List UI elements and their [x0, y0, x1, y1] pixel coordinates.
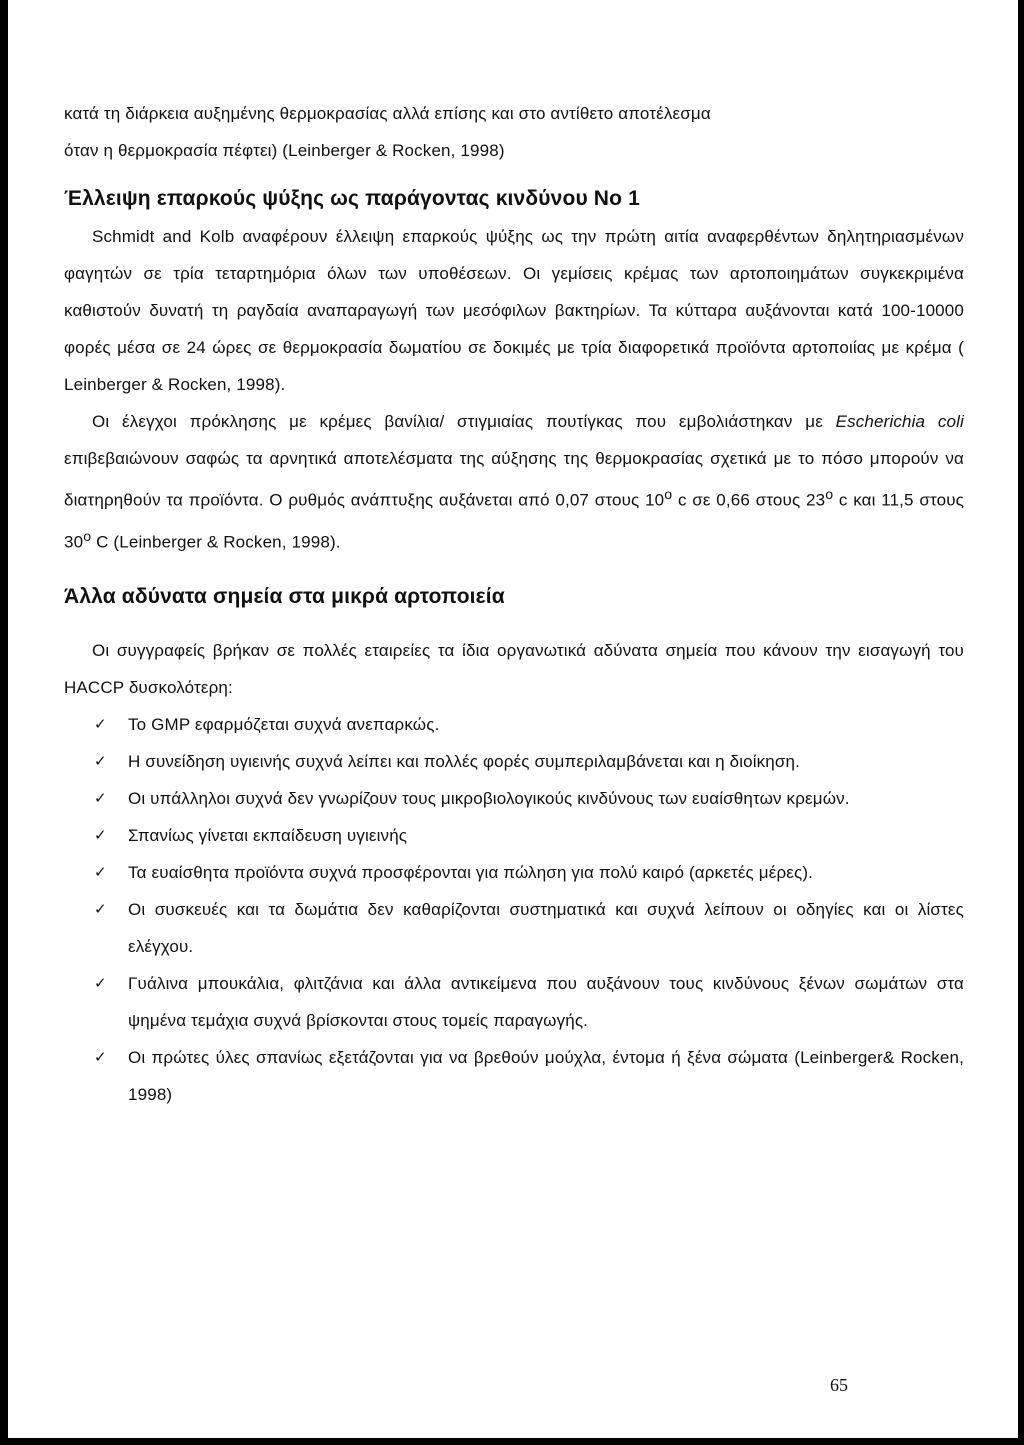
checklist-item [64, 854, 964, 891]
weak-points-checklist [64, 706, 964, 1113]
controls-text-5: C (Leinberger & Rocken, 1998). [91, 532, 341, 552]
paragraph-top-line-2: όταν η θερμοκρασία πέφτει) (Leinberger & Rocken, 1998) [64, 141, 505, 160]
checkmark-icon: ✓ [94, 827, 107, 845]
controls-text-1: Οι έλεγχοι πρόκλησης με κρέμες βανίλια/ στιγμιαίας πουτίγκας που εμβολιάστηκαν με [92, 412, 836, 431]
controls-text-3: c σε 0,66 στους 23 [672, 490, 826, 510]
checkmark-icon: ✓ [94, 901, 107, 919]
paragraph-top-line-1: κατά τη διάρκεια αυξημένης θερμοκρασίας αλλά επίσης και στο αντίθετο αποτέλεσμα [64, 104, 711, 123]
checklist-item-text: Οι συσκευές και τα δωμάτια δεν καθαρίζονται συστηματικά και συχνά λείπουν οι οδηγίες και οι λίστες ελέγχου. [128, 900, 964, 957]
checklist-item [64, 817, 964, 854]
checkmark-icon: ✓ [94, 975, 107, 993]
checklist-item [64, 891, 964, 965]
checklist-item-text: Οι υπάλληλοι συχνά δεν γνωρίζουν τους μικροβιολογικούς κινδύνους των ευαίσθητων κρεμών. [128, 789, 850, 809]
heading-weak-points: Άλλα αδύνατα σημεία στα μικρά αρτοποιεία [64, 585, 505, 609]
controls-text-4: c και 11,5 στους 30 [64, 490, 964, 552]
page-number: 65 [830, 1375, 848, 1395]
checklist-item-text: Η συνείδηση υγιεινής συχνά λείπει και πολλές φορές συμπεριλαμβάνεται και η διοίκηση. [128, 752, 801, 772]
paragraph-authors: Οι συγγραφείς βρήκαν σε πολλές εταιρείες τα ίδια οργανωτικά αδύνατα σημεία που κάνουν την εισαγωγή του HACCP δυσκολότερη: [64, 641, 964, 698]
checklist-item-text: Το GMP εφαρμόζεται συχνά ανεπαρκώς. [128, 715, 440, 735]
paragraph-top [64, 95, 964, 169]
paragraph-schmidt-kolb: Schmidt and Kolb αναφέρουν έλλειψη επαρκούς ψύξης ως την πρώτη αιτία αναφερθέντων δηλητηριασμένων φαγητών σε τρία τεταρτημόρια όλων των υποθέσεων. Οι γεμίσεις κρέμας των αρτοποιημάτων συγκεκριμένα καθιστούν δυνατή τη ραγδαία αναπαραγωγή των μεσόφιλων βακτηρίων. Τα κύτταρα αυξάνονται κατά 100-10000 φορές μέσα σε 24 ώρες σε θερμοκρασία δωματίου σε δοκιμές με τρία διαφορετικά προϊόντα αρτοποιίας με κρέμα ( Leinberger & Rocken, 1998). [64, 227, 964, 394]
checklist-item [64, 743, 964, 780]
checkmark-icon: ✓ [94, 1049, 107, 1067]
checklist-item-text: Γυάλινα μπουκάλια, φλιτζάνια και άλλα αντικείμενα που αυξάνουν τους κινδύνους ξένων σωμάτων στα ψημένα τεμάχια συχνά βρίσκονται στους τομείς παραγωγής. [128, 974, 964, 1031]
checklist-item [64, 780, 964, 817]
checklist-item [64, 965, 964, 1039]
checkmark-icon: ✓ [94, 753, 107, 771]
degree-mark: o [664, 487, 673, 503]
document-page [8, 0, 1018, 1438]
species-name: Escherichia coli [835, 412, 964, 431]
checklist-item [64, 706, 964, 743]
checklist-item-text: Τα ευαίσθητα προϊόντα συχνά προσφέρονται για πώληση για πολύ καιρό (αρκετές μέρες). [128, 863, 814, 883]
paragraph-challenge-tests [64, 403, 964, 560]
page-content [64, 95, 964, 1113]
checklist-item [64, 1039, 964, 1113]
checklist-item-text: Σπανίως γίνεται εκπαίδευση υγιεινής [128, 826, 408, 846]
controls-text-2: επιβεβαιώνουν σαφώς τα αρνητικά αποτελέσματα της αύξησης της θερμοκρασίας σχετικά με το πόσο μπορούν να διατηρηθούν τα προϊόντα. Ο ρυθμός ανάπτυξης αυξάνεται από 0,07 στους 10 [64, 449, 964, 510]
checkmark-icon: ✓ [94, 864, 107, 882]
checkmark-icon: ✓ [94, 716, 107, 734]
heading-cooling-risk: Έλλειψη επαρκούς ψύξης ως παράγοντας κινδύνου Νο 1 [64, 187, 640, 210]
checklist-item-text: Οι πρώτες ύλες σπανίως εξετάζονται για να βρεθούν μούχλα, έντομα ή ξένα σώματα (Leinberger& Rocken, 1998) [128, 1048, 964, 1105]
degree-mark: o [83, 528, 92, 545]
degree-mark: o [825, 487, 834, 503]
checkmark-icon: ✓ [94, 790, 107, 808]
